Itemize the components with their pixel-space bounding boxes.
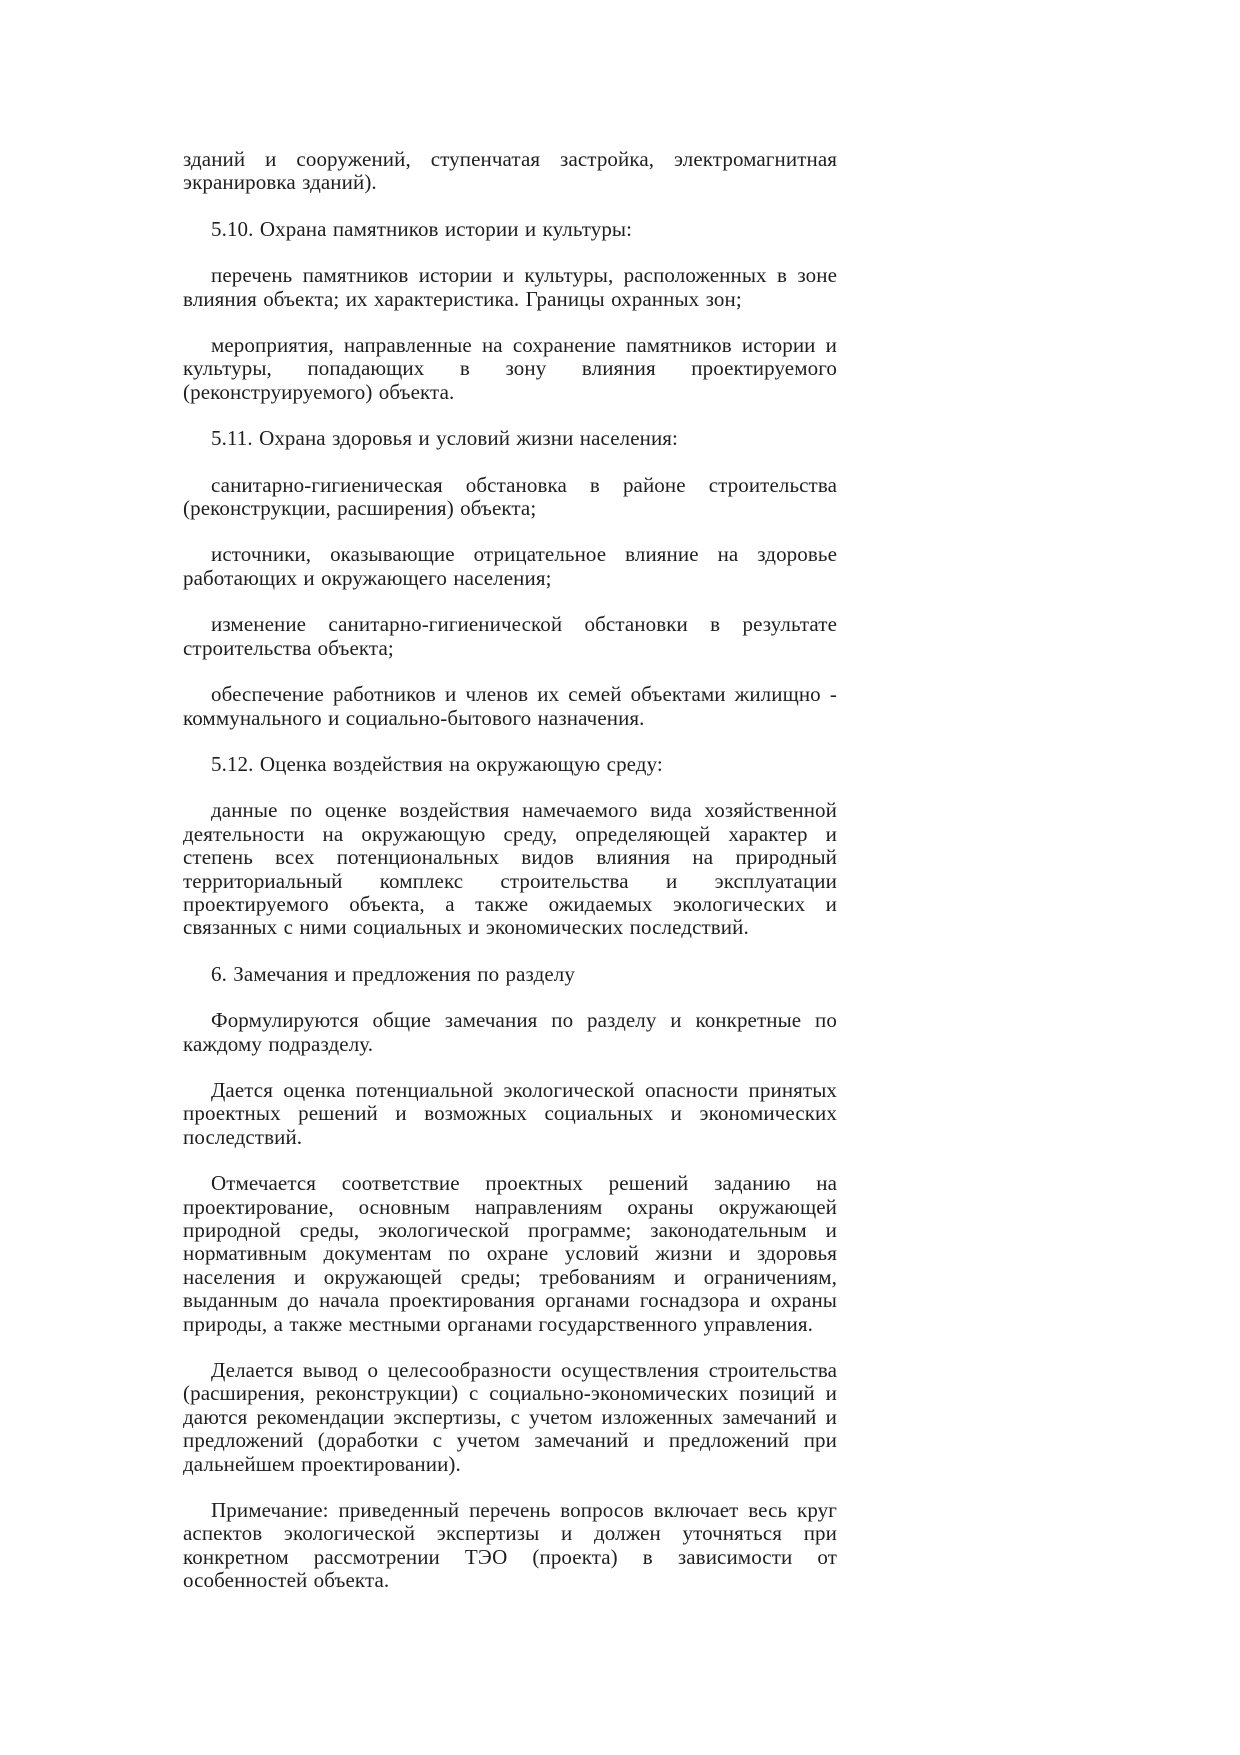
paragraph-note: Примечание: приведенный перечень вопросов включает весь круг аспектов экологической экспертизы и должен уточняться при конкретном рассмотрении ТЭО (проекта) в зависимости от особенностей объекта. [183,1498,837,1593]
paragraph: санитарно-гигиеническая обстановка в районе строительства (реконструкции, расширения) объекта; [183,472,837,521]
paragraph: мероприятия, направленные на сохранение памятников истории и культуры, попадающих в зону влияния проектируемого (реконструируемого) объекта. [183,333,837,404]
paragraph: источники, оказывающие отрицательное влияние на здоровье работающих и окружающего населения; [183,542,837,590]
paragraph: изменение санитарно-гигиенической обстановки в результате строительства объекта; [183,612,837,660]
paragraph-continuation: зданий и сооружений, ступенчатая застройка, электромагнитная экранировка зданий). [183,147,837,195]
heading-5-10: 5.10. Охрана памятников истории и культуры: [211,216,633,241]
document-page [183,148,837,1593]
paragraph: Формулируются общие замечания по разделу и конкретные по каждому подразделу. [183,1008,837,1056]
heading-5-12: 5.12. Оценка воздействия на окружающую среду: [211,751,663,776]
heading-5-11: 5.11. Охрана здоровья и условий жизни населения: [211,426,678,451]
paragraph: Дается оценка потенциальной экологической опасности принятых проектных решений и возможных социальных и экономических последствий. [183,1077,837,1149]
heading-6: 6. Замечания и предложения по разделу [211,961,575,986]
paragraph: данные по оценке воздействия намечаемого вида хозяйственной деятельности на окружающую среду, определяющей характер и степень всех потенциональных видов влияния на природный территориальный комплекс строительства и эксплуатации проектируемого объекта, а также ожидаемых экологических и связанных с ними социальных и экономических последствий. [183,798,837,940]
paragraph: перечень памятников истории и культуры, расположенных в зоне влияния объекта; их характеристика. Границы охранных зон; [183,263,837,311]
paragraph: обеспечение работников и членов их семей объектами жилищно - коммунального и социально-бытового назначения. [183,682,837,730]
paragraph: Отмечается соответствие проектных решений заданию на проектирование, основным направлениям охраны окружающей природной среды, экологической программе; законодательным и нормативным документам по охране условий жизни и здоровья населения и окружающей среды; требованиям и ограничениям, выданным до начала проектирования органами госнадзора и охраны природы, а также местными органами государственного управления. [183,1171,837,1336]
paragraph: Делается вывод о целесообразности осуществления строительства (расширения, реконструкции) с социально-экономических позиций и даются рекомендации экспертизы, с учетом изложенных замечаний и предложений (доработки с учетом замечаний и предложений при дальнейшем проектировании). [183,1358,837,1476]
